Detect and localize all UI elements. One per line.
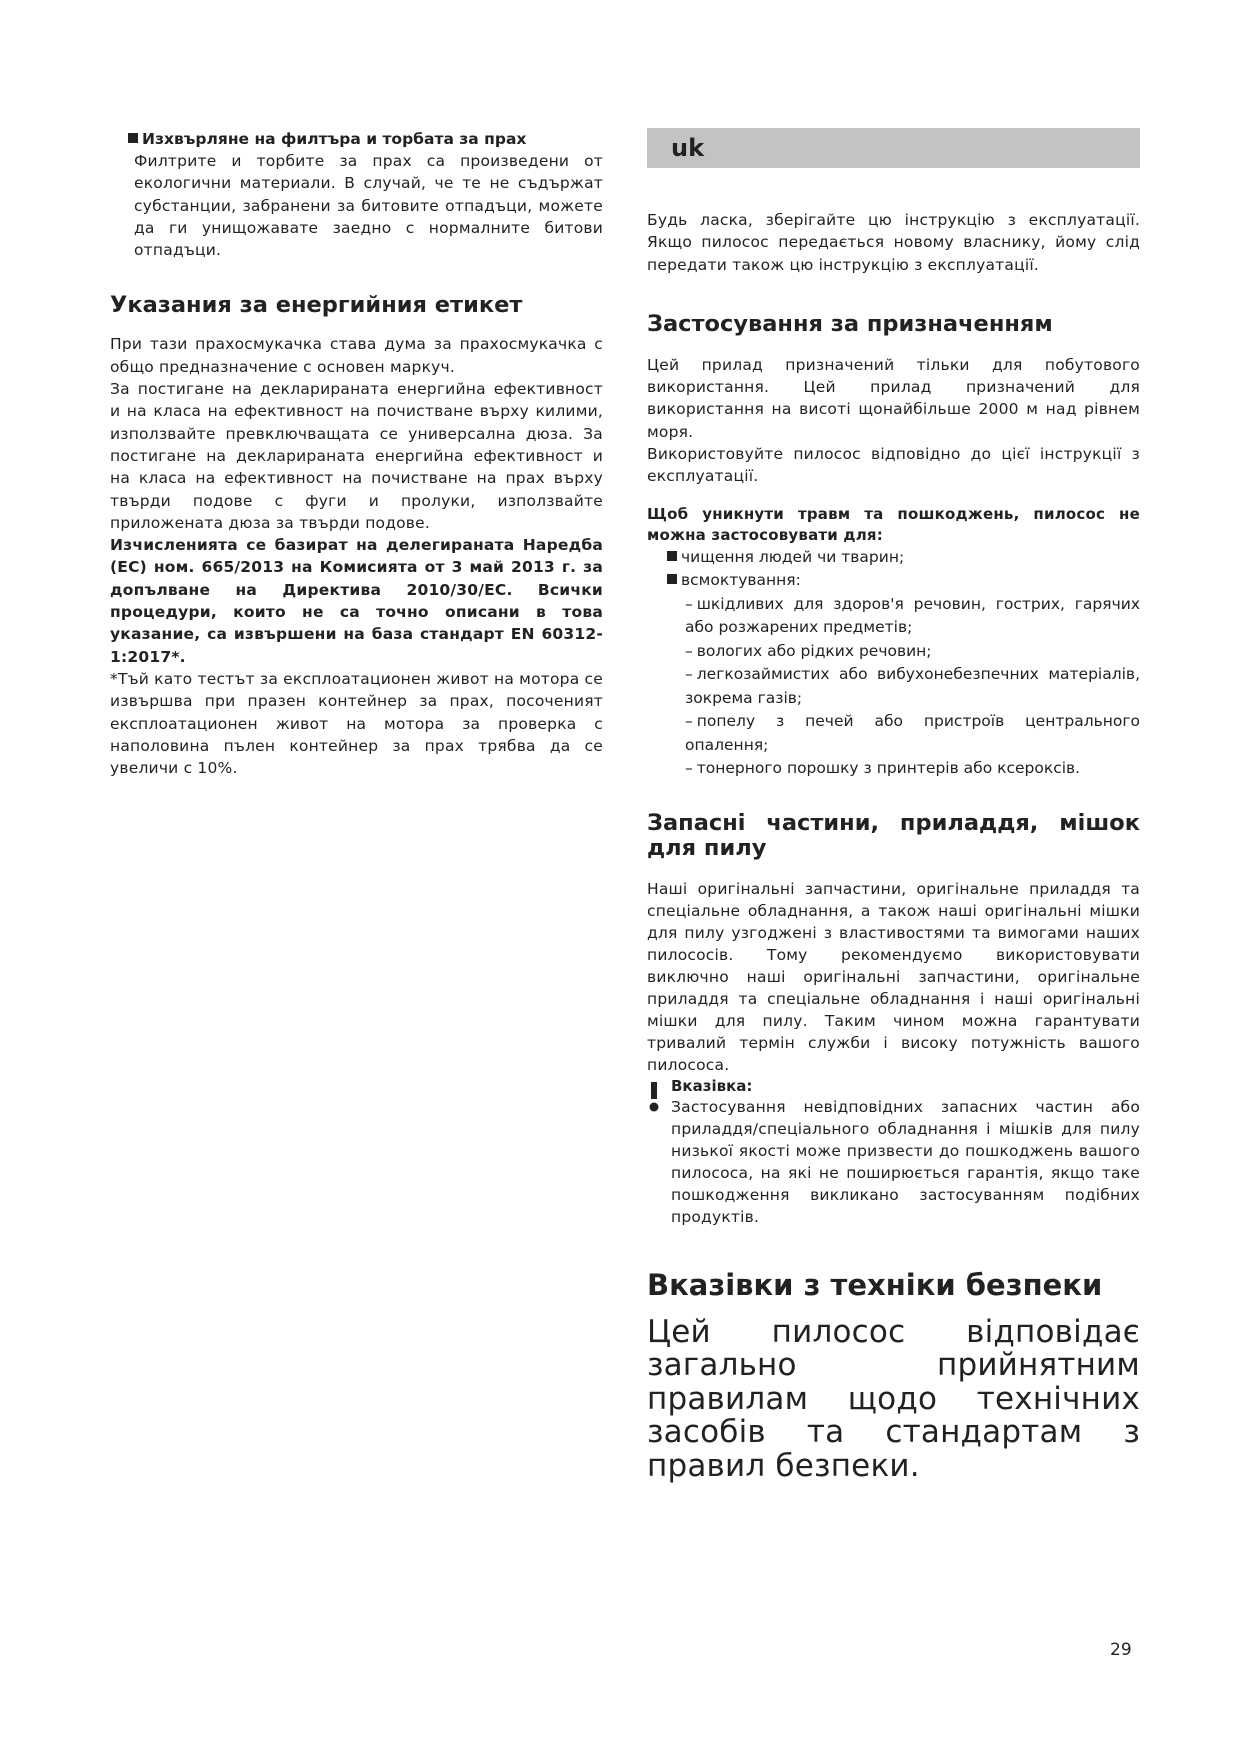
energy-footnote: *Тъй като тестът за експлоатационен живот на мотора се извършва при празен контейнер за прах, посоченият експлоатационен живот на мотора за проверка с наполовина пълен контейнер за прах трябва да се увеличи с 10%. xyxy=(110,669,603,778)
page-number: 29 xyxy=(1110,1640,1132,1660)
intro-text: Будь ласка, зберігайте цю інструкцію з експлуатації. Якщо пилосос передається новому власнику, йому слід передати також цю інструкцію з експлуатації. xyxy=(647,211,1140,274)
bullet-square-icon xyxy=(667,574,677,584)
note-text: Застосування невідповідних запасних частин або приладдя/спеціального обладнання і мішків для пилу низької якості може призвести до пошкоджень вашого пилососа, на які не поширюється гарантія, якщо таке пошкодження викликано застосуванням подібних продуктів. xyxy=(671,1097,1140,1226)
list-item: – попелу з печей або пристроїв центрального опалення; xyxy=(685,712,1140,754)
disposal-text-block xyxy=(110,150,603,261)
energy-para-1: При тази прахосмукачка става дума за прахосмукачка с общо предназначение с основен маркуч. xyxy=(110,335,603,376)
exclamation-icon xyxy=(647,1082,661,1112)
intended-use-heading: Застосування за призначенням xyxy=(647,310,1053,337)
bullet-square-icon xyxy=(128,133,138,143)
list-item: – шкідливих для здоров'я речовин, гострих, гарячих або розжарених предметів; xyxy=(685,594,1140,637)
spare-parts-note xyxy=(647,1076,1140,1228)
list-item: – тонерного порошку з принтерів або ксероксів. xyxy=(685,759,1081,778)
disposal-text: Филтрите и торбите за прах са произведени от екологични материали. В случай, че те не съдържат субстанции, забранени за битовите отпадъци, можете да ги унищожавате заедно с нормалните битови отпадъци. xyxy=(134,152,603,260)
list-item: – легкозаймистих або вибухонебезпечних матеріалів, зокрема газів; xyxy=(685,665,1140,707)
suction-restrictions-list xyxy=(647,593,1140,781)
note-title: Вказівка: xyxy=(671,1076,753,1095)
intended-use-warning: Щоб уникнути травм та пошкоджень, пилосос не можна застосовувати для: xyxy=(647,504,1140,544)
list-item: чищення людей чи тварин; xyxy=(667,546,1140,570)
spare-parts-heading: Запасні частини, приладдя, мішок для пилу xyxy=(647,809,1140,861)
spare-parts-text: Наші оригінальні запчастини, оригінальне приладдя та спеціальне обладнання, а також наші оригінальні мішки для пилу узгоджені з властивостями та вимогами наших пилососів. Тому рекомендуємо використовувати виключно наші оригінальні запчастини, оригінальне приладдя та спеціальне обладнання і наші оригінальні мішки для пилу. Таким чином можна гарантувати тривалий термін служби і високу потужність вашого пилососа. xyxy=(647,879,1140,1074)
prohibited-uses-list xyxy=(647,546,1140,593)
language-bar: uk xyxy=(647,128,1140,168)
right-column xyxy=(647,128,1140,1483)
energy-regulation-note: Изчисленията се базират на делегираната Наредба (ЕС) ном. 665/2013 на Комисията от 3 май 2013 г. за допълване на Директива 2010/30/ЕС. Всички процедури, които не са точно описани в това указание, са извършени на база стандарт EN 60312-1:2017*. xyxy=(110,536,603,666)
energy-para-2: За постигане на декларираната енергийна ефективност и на класа на ефективност на почистване върху килими, използвайте превключващата се универсална дюза. За постигане на декларираната енергийна ефективност и на класа на ефективност на почистване на прах върху твърди подове с фуги и пролуки, използвайте приложената дюза за твърди подове. xyxy=(110,380,603,532)
intended-use-para-2: Використовуйте пилосос відповідно до цієї інструкції з експлуатації. xyxy=(647,445,1140,486)
energy-label-heading: Указания за енергийния етикет xyxy=(110,292,523,319)
safety-heading: Вказівки з техніки безпеки xyxy=(647,1267,1103,1302)
bullet-square-icon xyxy=(667,551,677,561)
list-item: всмоктування: xyxy=(667,569,1140,593)
safety-text: Цей пилосос відповідає загально прийнятним правилам щодо технічних засобів та стандартам з правил безпеки. xyxy=(647,1313,1140,1484)
disposal-title: Изхвърляне на филтъра и торбата за прах xyxy=(110,128,603,150)
intended-use-para-1: Цей прилад призначений тільки для побутового використання. Цей прилад призначений для використання на висоті щонайбільше 2000 м над рівнем моря. xyxy=(647,355,1140,441)
list-item: – вологих або рідких речовин; xyxy=(685,641,932,660)
left-column xyxy=(110,128,603,779)
